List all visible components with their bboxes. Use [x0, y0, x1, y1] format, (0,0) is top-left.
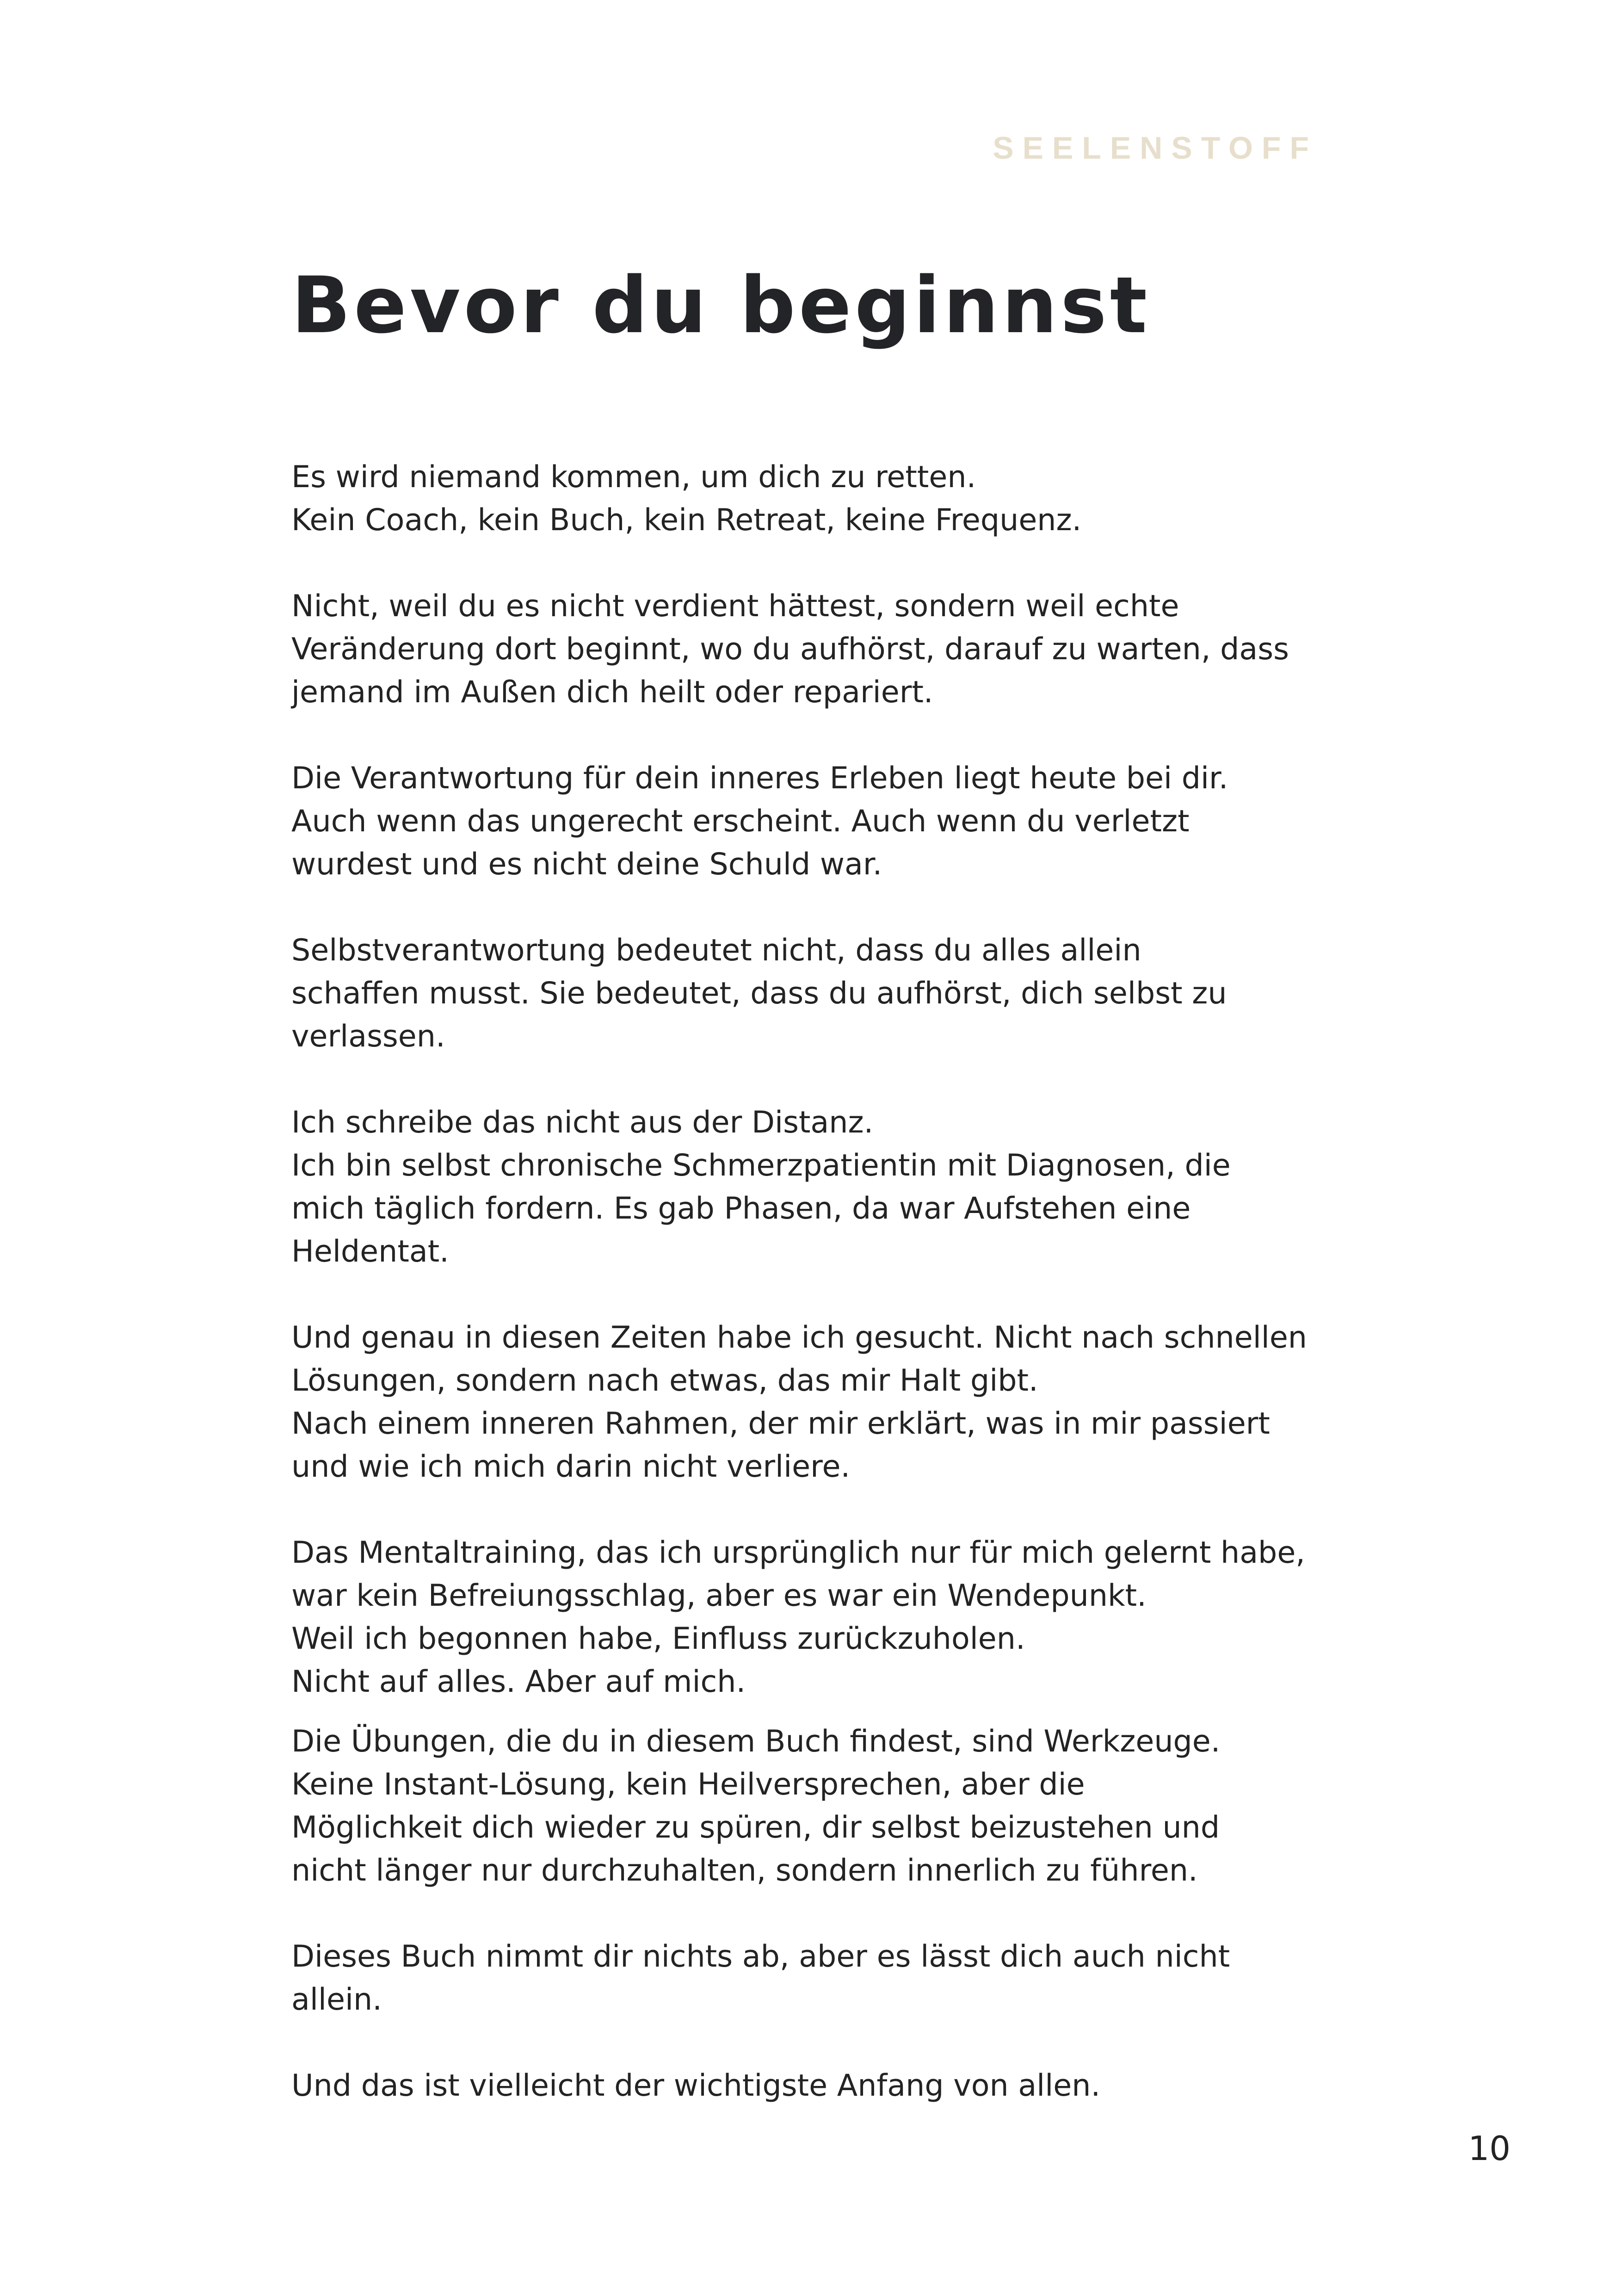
text-line: Auch wenn das ungerecht erscheint. Auch wenn du verletzt	[291, 804, 1190, 839]
text-line: nicht länger nur durchzuhalten, sondern innerlich zu führen.	[291, 1853, 1198, 1888]
page-title: Bevor du beginnst	[291, 260, 1151, 351]
text-line: Nach einem inneren Rahmen, der mir erklärt, was in mir passiert	[291, 1406, 1270, 1441]
paragraph	[291, 1935, 1346, 2021]
text-line: Ich bin selbst chronische Schmerzpatientin mit Diagnosen, die	[291, 1148, 1231, 1183]
text-line: schaffen musst. Sie bedeutet, dass du aufhörst, dich selbst zu	[291, 976, 1227, 1011]
paragraph	[291, 929, 1346, 1058]
text-line: Kein Coach, kein Buch, kein Retreat, keine Frequenz.	[291, 503, 1082, 538]
running-header: SEELENSTOFF	[993, 130, 1318, 166]
text-line: Die Übungen, die du in diesem Buch findest, sind Werkzeuge.	[291, 1724, 1221, 1759]
body-text	[291, 456, 1346, 2150]
paragraph	[291, 1316, 1346, 1488]
text-line: mich täglich fordern. Es gab Phasen, da war Aufstehen eine	[291, 1191, 1191, 1226]
paragraph	[291, 1101, 1346, 1273]
text-line: und wie ich mich darin nicht verliere.	[291, 1449, 851, 1484]
text-line: Dieses Buch nimmt dir nichts ab, aber es lässt dich auch nicht	[291, 1939, 1230, 1974]
text-line: Nicht, weil du es nicht verdient hättest, sondern weil echte	[291, 589, 1179, 624]
text-line: Die Verantwortung für dein inneres Erleben liegt heute bei dir.	[291, 761, 1228, 796]
page-number: 10	[1468, 2129, 1511, 2168]
text-line: Es wird niemand kommen, um dich zu retten.	[291, 460, 976, 495]
text-line: Weil ich begonnen habe, Einfluss zurückzuholen.	[291, 1621, 1025, 1656]
text-line: war kein Befreiungsschlag, aber es war ein Wendepunkt.	[291, 1578, 1147, 1613]
paragraph	[291, 585, 1346, 714]
text-line: Das Mentaltraining, das ich ursprünglich nur für mich gelernt habe,	[291, 1535, 1305, 1570]
text-line: wurdest und es nicht deine Schuld war.	[291, 847, 882, 882]
text-line: verlassen.	[291, 1019, 445, 1054]
paragraph	[291, 2064, 1346, 2107]
text-line: Möglichkeit dich wieder zu spüren, dir selbst beizustehen und	[291, 1810, 1220, 1845]
text-line: jemand im Außen dich heilt oder repariert.	[291, 675, 933, 710]
paragraph	[291, 456, 1346, 542]
text-line: Und genau in diesen Zeiten habe ich gesucht. Nicht nach schnellen	[291, 1320, 1308, 1355]
text-line: Veränderung dort beginnt, wo du aufhörst, darauf zu warten, dass	[291, 632, 1289, 667]
paragraph	[291, 1720, 1346, 1892]
text-line: Lösungen, sondern nach etwas, das mir Halt gibt.	[291, 1363, 1038, 1398]
text-line: Heldentat.	[291, 1234, 449, 1269]
text-line: Ich schreibe das nicht aus der Distanz.	[291, 1105, 874, 1140]
text-line: Nicht auf alles. Aber auf mich.	[291, 1665, 746, 1699]
paragraph	[291, 1531, 1346, 1703]
text-line: Und das ist vielleicht der wichtigste Anfang von allen.	[291, 2068, 1101, 2103]
text-line: Keine Instant-Lösung, kein Heilversprechen, aber die	[291, 1767, 1085, 1802]
text-line: Selbstverantwortung bedeutet nicht, dass du alles allein	[291, 933, 1141, 968]
paragraph	[291, 757, 1346, 886]
text-line: allein.	[291, 1982, 382, 2017]
